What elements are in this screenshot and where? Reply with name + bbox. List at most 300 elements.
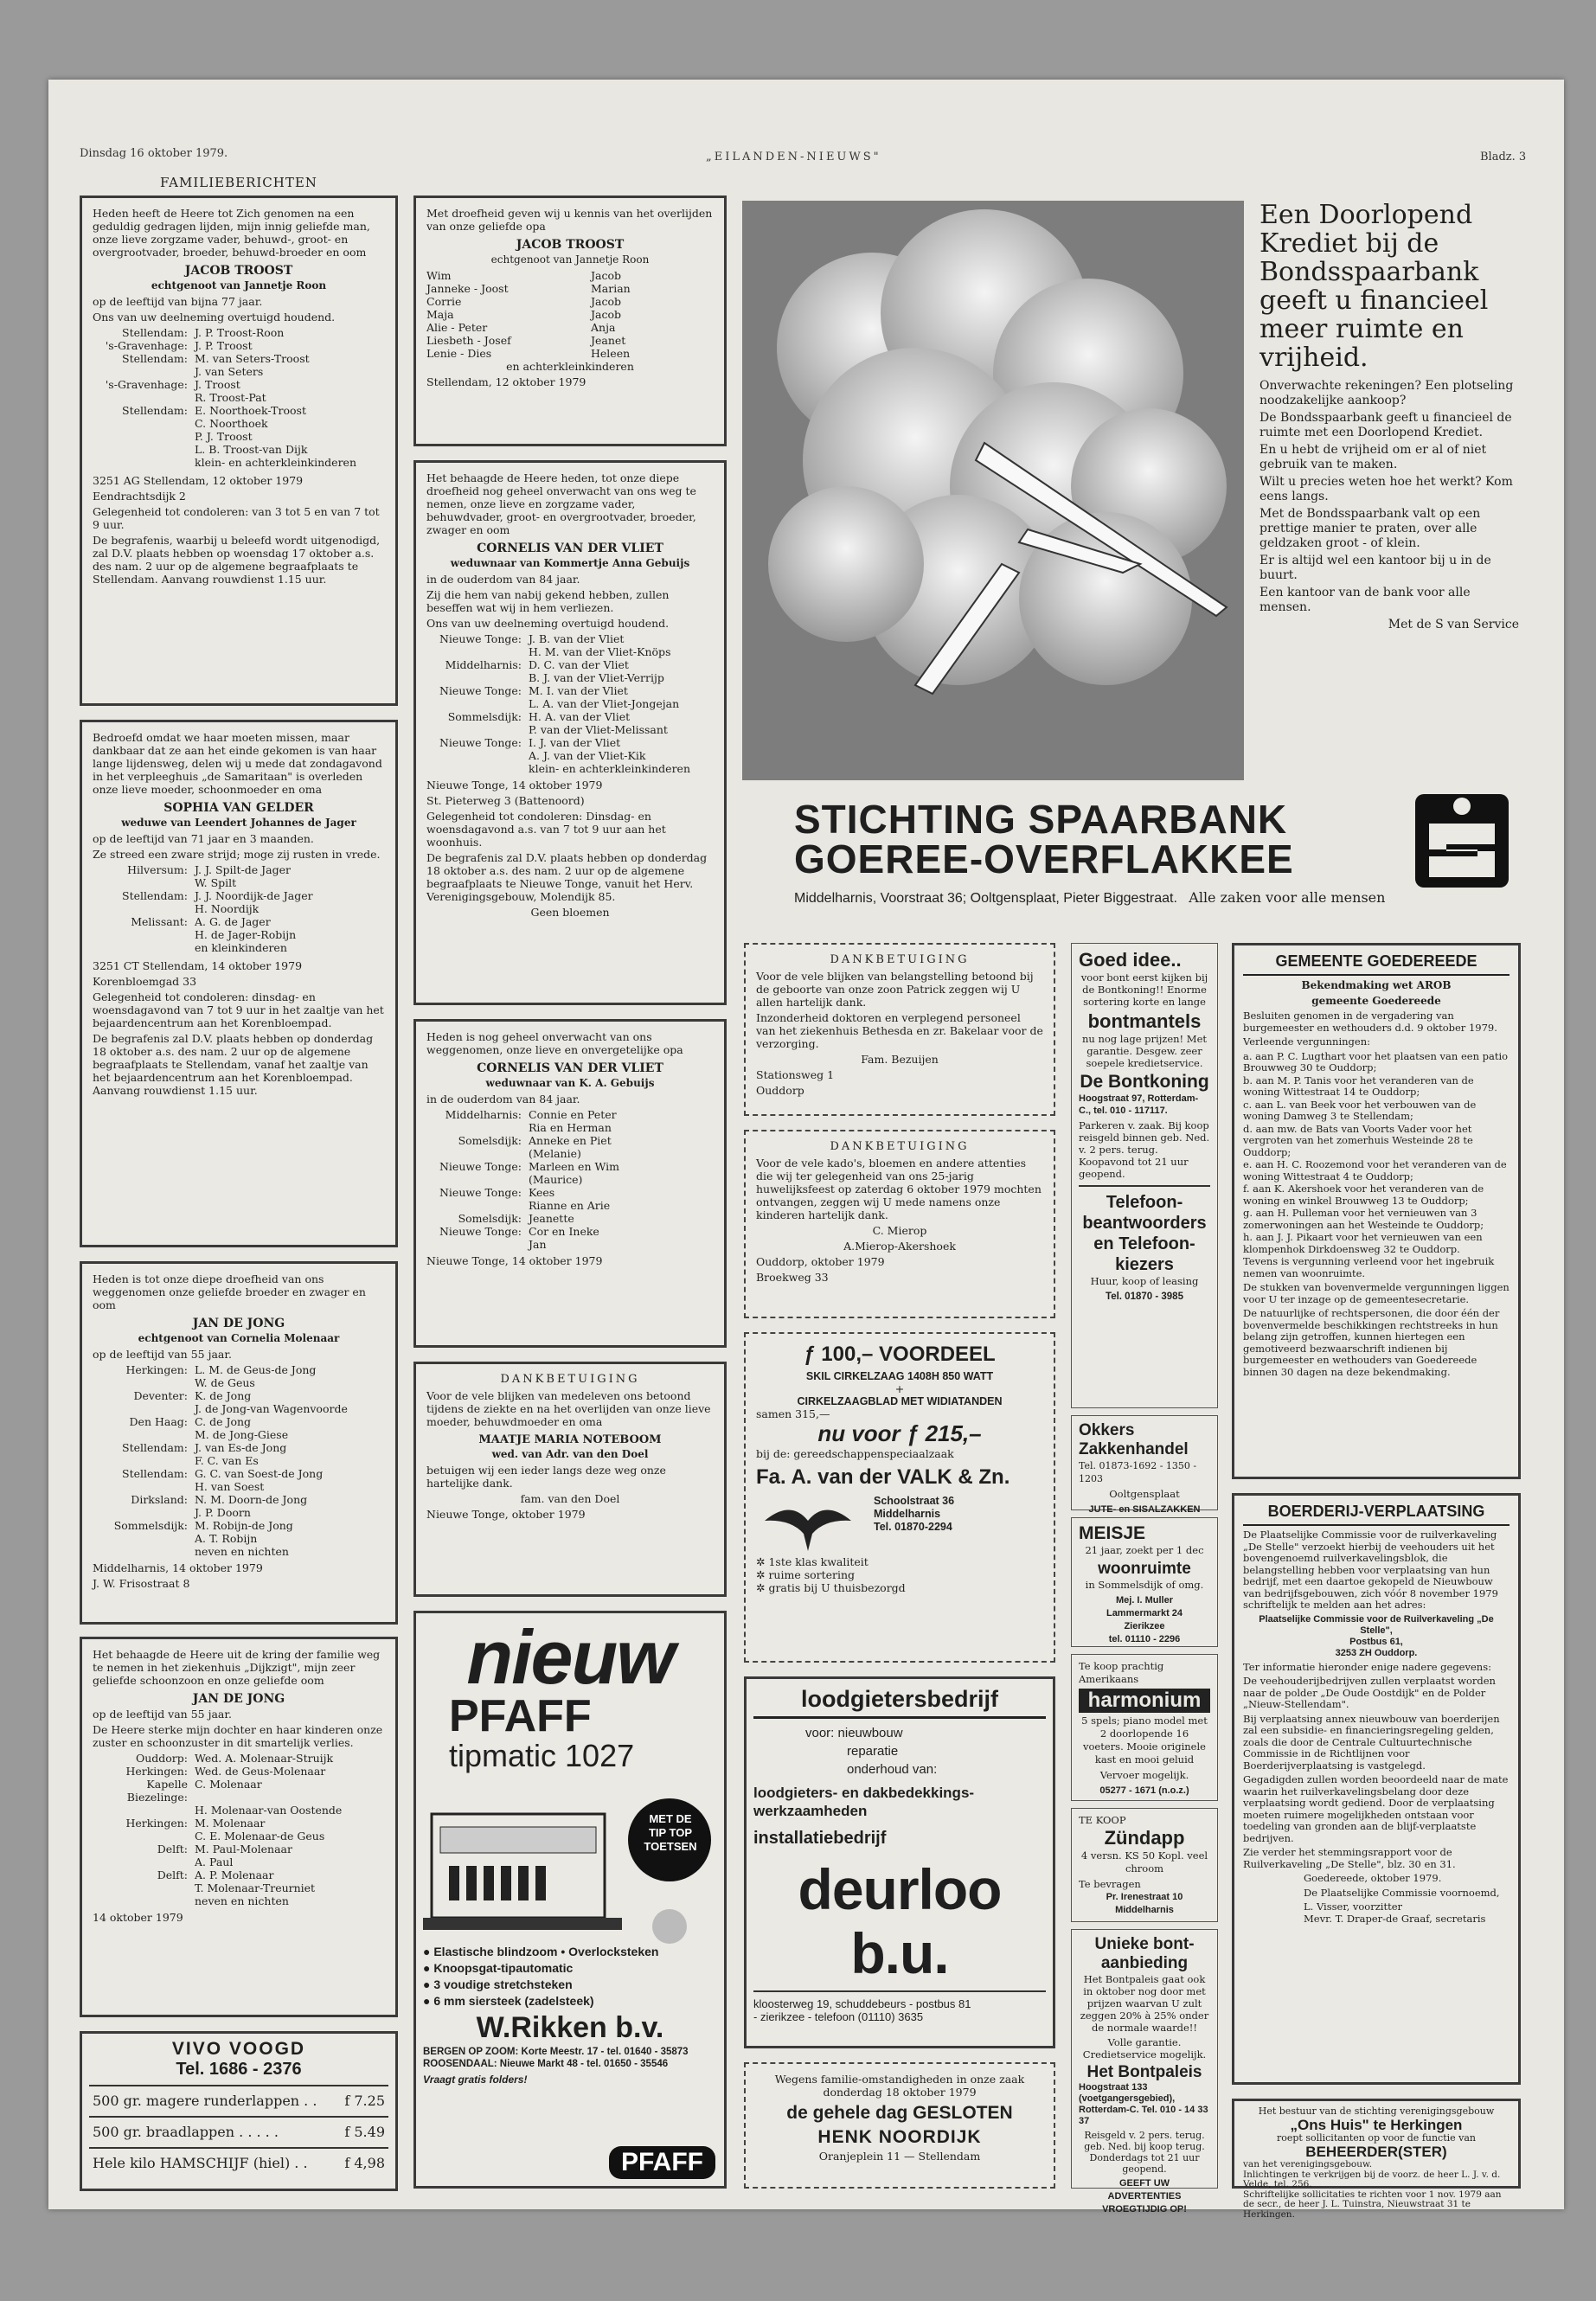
feature-item: ● 3 voudige stretchsteken [423, 1977, 573, 1991]
ad-text-1: Te koop prachtig Amerikaans [1079, 1660, 1164, 1685]
bank-paragraph-5: Er is altijd wel een kantoor bij u in de buurt. [1259, 554, 1491, 582]
relative-row [426, 658, 714, 671]
relative-place: Den Haag: [129, 1415, 188, 1428]
headline-nieuw: nieuw [466, 1614, 674, 1700]
relatives-list [93, 326, 385, 469]
vacancy-title: BEHEERDER(STER) [1305, 2144, 1447, 2160]
store-info: Parkeren v. zaak. Bij koop reisgeld binnen geb. Ned. v. 2 pers. terug. Koopavond tot 21 uur geopend. [1079, 1119, 1210, 1180]
relatives-list [426, 632, 714, 775]
relative-row [93, 1843, 385, 1856]
relative-place [93, 1480, 195, 1493]
thanks-mierop-anniversary [744, 1130, 1055, 1318]
contact-name: Mej. I. Muller [1115, 1595, 1173, 1606]
deurloo-logo: deurloo b.u. [798, 1857, 1002, 1985]
old-price: samen 315,— [756, 1407, 830, 1420]
relative-name: Jeanette [529, 1212, 574, 1225]
relative-name: M. de Jong-Giese [195, 1428, 289, 1441]
relative-name: J. Troost [195, 378, 240, 391]
relative-row [93, 1376, 385, 1389]
grandchild-name: Anja [591, 321, 616, 334]
relative-row [426, 632, 714, 645]
service-line-5: installatiebedrijf [753, 1829, 887, 1848]
body-text: Voor de vele blijken van belangstelling betoond bij de geboorte van onze zoon Patrick zeggen wij U allen hartelijk dank. [756, 970, 1034, 1009]
notice-title: DANKBETUIGING [500, 1373, 640, 1386]
s-logo-icon [1415, 794, 1509, 888]
bank-question: Onverwachte rekeningen? Een plotseling noodzakelijke aankoop? [1259, 379, 1514, 407]
relative-name: C. Noorthoek [195, 417, 268, 430]
item-price: f 5.49 [344, 2124, 385, 2140]
permit-item: c. aan L. van Beek voor het verbouwen van de woning Damweg 3 te Stellendam; [1243, 1098, 1477, 1122]
age-line: op de leeftijd van 55 jaar. [93, 1348, 232, 1361]
ad-text-2: 5 spels; piano model met 2 doorlopende 16 voeters. Mooie originele kast en mooi geluid [1081, 1715, 1208, 1766]
notice-subtitle-2: gemeente Goedereede [1311, 995, 1441, 1007]
relative-place: Melissant: [131, 915, 188, 928]
bank-tagline: Alle zaken voor alle mensen [1189, 889, 1386, 906]
grandchildren-list [426, 269, 714, 360]
ons-huis-vacancy [1232, 2099, 1521, 2220]
product-line-2: CIRKELZAAGBLAD MET WIDIATANDEN [797, 1395, 1003, 1407]
relative-row [93, 915, 385, 928]
meisje-ad [1071, 1517, 1218, 1647]
relative-row [93, 1415, 385, 1428]
relative-name: J. P. Doorn [195, 1506, 251, 1519]
relatives-list [93, 1752, 385, 1907]
relative-row [93, 1519, 385, 1532]
relative-place: Middelharnis: [445, 658, 522, 671]
relative-row [93, 1830, 385, 1843]
relative-name: Rianne en Arie [529, 1199, 611, 1212]
grandchild-row [426, 308, 714, 321]
harmonium-ad [1071, 1654, 1218, 1801]
relative-row [93, 417, 385, 430]
spouse-line: weduwe van Leendert Johannes de Jager [121, 817, 356, 829]
notice-text-2: Verleende vergunningen: [1243, 1035, 1370, 1048]
pfaff-ad [413, 1611, 727, 2189]
relative-row [426, 684, 714, 697]
grandchild-name: Heleen [591, 347, 631, 360]
relative-row [93, 1894, 385, 1907]
date-line: 14 oktober 1979 [93, 1911, 183, 1924]
notice-line-2: ADVERTENTIES [1107, 2191, 1182, 2202]
notice-text-5: De natuurlijke of rechtspersonen, die door één der bovenvermelde beschikkingen rechtstreeks in hun belang zijn getroffen, kunnen hiertegen een gemotiveerd bezwaarschrift indienen bij burgemeester en wethouders van Goedereede binnen 30 dagen na deze bekendmaking. [1243, 1307, 1500, 1378]
relative-name: Wed. A. Molenaar-Struijk [195, 1752, 334, 1765]
relative-place: Herkingen: [125, 1817, 188, 1830]
notice-title: DANKBETUIGING [830, 1140, 970, 1153]
relative-row [93, 1752, 385, 1765]
relative-place: Middelharnis: [445, 1108, 522, 1121]
folder-line: Vraagt gratis folders! [423, 2073, 528, 2086]
relative-place: Sommelsdijk: [113, 1519, 188, 1532]
spouse-line: echtgenoot van Cornelia Molenaar [138, 1332, 340, 1344]
ad-text-3: Vervoer mogelijk. [1099, 1769, 1189, 1781]
notice-text-6: Zie verder het stemmingsrapport voor de Ruilverkaveling „De Stelle", blz. 30 en 31. [1243, 1846, 1456, 1870]
relative-place [93, 443, 195, 456]
brand-name: PFAFF [449, 1691, 592, 1741]
store-name: Het Bontpaleis [1086, 2063, 1202, 2081]
spaarbank-s-logo [1415, 794, 1509, 888]
relative-name: klein- en achterkleinkinderen [529, 762, 690, 775]
relative-row [93, 1363, 385, 1376]
relative-row [93, 1778, 385, 1804]
ad-text-1: Het Bontpaleis gaat ook in oktober nog door met prijzen waarvan U zult zeggen 20% à 25% onder de normale waarde!! [1080, 1973, 1209, 2034]
deurloo-plumbing-ad [744, 1676, 1055, 2048]
relative-place [93, 941, 195, 954]
spouse-line: echtgenoot van Jannetje Roon [151, 279, 327, 292]
relative-row [93, 352, 385, 365]
relative-place: Dirksland: [131, 1493, 188, 1506]
deceased-name: MAATJE MARIA NOTEBOOM [478, 1433, 662, 1446]
relative-place: Nieuwe Tonge: [439, 736, 522, 749]
paper-name: „EILANDEN-NIEUWS" [706, 151, 881, 163]
relative-place [93, 902, 195, 915]
relative-row [93, 1545, 385, 1558]
plus-sign: + [894, 1382, 905, 1395]
bank-paragraph-4: Met de Bondsspaarbank valt op een prettige manier te praten, over alle geldzaken groot - of klein. [1259, 507, 1481, 550]
relatives-list [93, 863, 385, 954]
notice-text-2: Ter informatie hieronder enige nadere gegevens: [1243, 1660, 1491, 1673]
relative-row [93, 1428, 385, 1441]
permit-item: g. aan H. Pulleman voor het vernieuwen van 3 zomerwoningen aan het Westeinde te Ouddorp; [1243, 1207, 1484, 1231]
vacancy-text-1: Het bestuur van de stichting verenigingsgebouw [1258, 2106, 1495, 2117]
relative-row [426, 1199, 714, 1212]
address-line-2: Korenbloemgad 33 [93, 975, 197, 988]
contact-phone: 05277 - 1671 (n.o.z.) [1099, 1785, 1189, 1796]
discount-headline: ƒ 100,– VOORDEEL [804, 1343, 996, 1366]
relative-name: M. Molenaar [195, 1817, 266, 1830]
feature-assortment: ✲ ruime sortering [756, 1568, 856, 1581]
relative-place [426, 1199, 529, 1212]
relative-name: A. Paul [195, 1856, 234, 1868]
newspaper-page [48, 80, 1564, 2220]
relative-name: J. van Seters [195, 365, 264, 378]
relatives-list [426, 1108, 714, 1251]
grandchild-name: Wim [426, 269, 452, 282]
contact-street: Lammermarkt 24 [1106, 1608, 1183, 1618]
bank-text-column [1259, 201, 1519, 635]
ad-text-2: 4 versn. KS 50 Kopl. veel chroom [1080, 1849, 1208, 1875]
notice-title: BOERDERIJ-VERPLAATSING [1243, 1503, 1509, 1526]
item-price: f 4,98 [344, 2155, 385, 2171]
relative-place: Nieuwe Tonge: [439, 632, 522, 645]
spaarbank-ad [742, 201, 1521, 927]
ad-headline: Goed idee.. [1079, 949, 1182, 971]
intro-text: Heden is nog geheel onverwacht van ons weggenomen, onze lieve en onvergetelijke opa [426, 1030, 683, 1056]
relative-row [93, 430, 385, 443]
product-line-1: SKIL CIRKELZAAG 1408H 850 WATT [805, 1370, 994, 1382]
relative-row [93, 326, 385, 339]
relative-place [426, 645, 529, 658]
address-line: Nieuwe Tonge, oktober 1979 [426, 1508, 586, 1521]
relative-name: M. I. van der Vliet [529, 684, 628, 697]
relative-row [93, 1402, 385, 1415]
relative-place: Ouddorp: [135, 1752, 188, 1765]
relative-place: Somelsdijk: [458, 1212, 522, 1225]
secretary-line: Mevr. T. Draper-de Graaf, secretaris [1304, 1912, 1486, 1925]
skil-cirkelzaag-ad [744, 1332, 1055, 1663]
relative-place [93, 430, 195, 443]
relative-place: Sommelsdijk: [447, 710, 522, 723]
relative-name: E. Noorthoek-Troost [195, 404, 306, 417]
relative-place [426, 697, 529, 710]
relative-row [93, 1532, 385, 1545]
relative-row [93, 1804, 385, 1817]
service-line-1: voor: nieuwbouw [805, 1726, 903, 1740]
closed-notice-noordijk [744, 2062, 1055, 2189]
relative-place [93, 365, 195, 378]
relative-name: (Maurice) [529, 1173, 583, 1186]
address-line-2: Ouddorp [756, 1084, 804, 1097]
shop-owner-name: HENK NOORDIJK [817, 2127, 982, 2147]
relative-row [426, 1186, 714, 1199]
store-address: Hoogstraat 97, Rotterdam-C., tel. 010 - 117117. [1079, 1093, 1199, 1116]
bank-paragraph-3: Wilt u precies weten hoe het werkt? Kom eens langs. [1259, 475, 1513, 503]
relative-name: C. Molenaar [195, 1778, 262, 1791]
relative-row [426, 671, 714, 684]
shop-phone: Tel. 01873-1692 - 1350 - 1203 [1079, 1460, 1197, 1484]
relative-name: neven en nichten [195, 1545, 289, 1558]
age-line: op de leeftijd van bijna 77 jaar. [93, 295, 263, 308]
item-name: 500 gr. magere runderlappen . . [93, 2093, 317, 2109]
relative-place [93, 1402, 195, 1415]
dealer-name: W.Rikken b.v. [476, 2011, 664, 2044]
contact-town: Middelharnis [1115, 1905, 1174, 1915]
relative-name: H. de Jager-Robijn [195, 928, 297, 941]
relative-row [93, 1493, 385, 1506]
vacancy-text-2: roept sollicitanten op voor de functie van [1276, 2132, 1477, 2144]
relative-row [93, 876, 385, 889]
bank-body [1259, 379, 1519, 632]
footer-line: en achterkleinkinderen [506, 360, 634, 373]
grandchild-row [426, 269, 714, 282]
price-row [89, 2116, 388, 2147]
feature-item: ● Knoopsgat-tipautomatic [423, 1961, 574, 1975]
bank-name-line-1: STICHTING SPAARBANK [794, 797, 1288, 842]
address-line: Nieuwe Tonge, 14 oktober 1979 [426, 1254, 603, 1267]
relative-name: H. van Soest [195, 1480, 265, 1493]
relative-row [93, 1441, 385, 1454]
permit-item: f. aan K. Akershoek voor het veranderen van de woning en winkel Brouwweg 13 te Ouddorp; [1243, 1183, 1484, 1207]
relative-row [93, 1765, 385, 1778]
age-line: in de ouderdom van 84 jaar. [426, 573, 580, 586]
vacancy-text-4: Inlichtingen te verkrijgen bij de voorz. de heer L. J. v. d. Velde, tel. 256. [1243, 2169, 1501, 2189]
condolence-text: Gelegenheid tot condoleren: dinsdag- en woensdagavond van 7 tot 9 uur in het zaaltje van het bejaardencentrum aan het Korenbloempad. [93, 990, 384, 1029]
relative-row [93, 1868, 385, 1881]
body-text-2: Inzonderheid doktoren en verplegend personeel van het ziekenhuis Bethesda en zr. Bakelaar voor de verzorging. [756, 1011, 1043, 1050]
permit-item: b. aan M. P. Tanis voor het veranderen van de woning Wittestraat 14 te Ouddorp; [1243, 1074, 1474, 1098]
relative-row [426, 1160, 714, 1173]
address-line-3: 3253 ZH Ouddorp. [1335, 1647, 1418, 1658]
relative-place: Hilversum: [127, 863, 188, 876]
body-text: De Heere sterke mijn dochter en haar kinderen onze zuster en schoonzuster in dit smartelijk verlies. [93, 1723, 383, 1749]
bank-paragraph-6: Een kantoor van de bank voor alle mensen. [1259, 586, 1471, 614]
grandchild-name: Corrie [426, 295, 462, 308]
bank-paragraph-7: Met de S van Service [1388, 618, 1519, 631]
ad-product: bontmantels [1087, 1010, 1202, 1032]
relative-name: M. van Seters-Troost [195, 352, 310, 365]
relative-place [426, 671, 529, 684]
relative-name: neven en nichten [195, 1894, 289, 1907]
relative-row [426, 762, 714, 775]
ad-headline: Unieke bont-aanbieding [1094, 1935, 1195, 1972]
relative-name: Cor en Ineke [529, 1225, 599, 1238]
relative-name: Connie en Peter [529, 1108, 617, 1121]
relative-place: Stellendam: [122, 326, 188, 339]
thanks-patrick-birth [744, 943, 1055, 1116]
pfaff-logo: PFAFF [609, 2146, 715, 2179]
grandchild-row [426, 295, 714, 308]
relative-name: C. de Jong [195, 1415, 252, 1428]
relative-row [93, 365, 385, 378]
relative-row [426, 1212, 714, 1225]
age-line: op de leeftijd van 55 jaar. [93, 1708, 232, 1721]
okkers-ad [1071, 1415, 1218, 1515]
relative-name: F. C. van Es [195, 1454, 259, 1467]
service-line-3: onderhoud van: [847, 1762, 938, 1777]
relative-row [93, 902, 385, 915]
dealer-address-1: BERGEN OP ZOOM: Korte Meestr. 17 - tel. 01640 - 35873 [423, 2047, 689, 2057]
permit-item: a. aan P. C. Lugthart voor het plaatsen van een patio Brouwweg 30 te Ouddorp; [1243, 1049, 1509, 1074]
notice-date: Goedereede, oktober 1979. [1304, 1872, 1442, 1884]
relative-name: klein- en achterkleinkinderen [195, 456, 356, 469]
relative-place: Herkingen: [125, 1363, 188, 1376]
store-town: Middelharnis [874, 1508, 941, 1520]
ad-text-2: nu nog lage prijzen! Met garantie. Desgew. zeer soepele kredietservice. [1081, 1033, 1208, 1069]
relative-name: (Melanie) [529, 1147, 581, 1160]
relative-row [93, 928, 385, 941]
relative-place: 's-Gravenhage: [105, 339, 188, 352]
relative-name: A. G. de Jager [195, 915, 271, 928]
bank-footer [794, 889, 1385, 907]
relative-place [93, 1881, 195, 1894]
business-type: loodgietersbedrijf [753, 1686, 1046, 1719]
badge-line-1: MET DE [649, 1812, 692, 1825]
relative-name: J. P. Troost-Roon [195, 326, 285, 339]
bank-name-line-2: GOEREE-OVERFLAKKEE [794, 836, 1294, 881]
address-line: 3251 AG Stellendam, 12 oktober 1979 [93, 474, 304, 487]
relative-name: G. C. van Soest-de Jong [195, 1467, 324, 1480]
relative-place [93, 417, 195, 430]
relative-name: M. Robijn-de Jong [195, 1519, 293, 1532]
service-line-4: loodgieters- en dakbedekkings-werkzaamheden [753, 1785, 975, 1819]
permit-item: d. aan mw. de Bats van Voorts Vader voor het vergroten van het zomerhuis Westeinde 28 te Ouddorp; [1243, 1122, 1473, 1158]
relative-name: L. M. de Geus-de Jong [195, 1363, 317, 1376]
relative-row [426, 1108, 714, 1121]
section-title: FAMILIEBERICHTEN [160, 175, 317, 190]
relative-place: Herkingen: [125, 1765, 188, 1778]
dealer-address-2: ROOSENDAAL: Nieuwe Markt 48 - tel. 01650 - 35546 [423, 2059, 669, 2069]
boerderij-verplaatsing-notice [1232, 1493, 1521, 2085]
relative-place [426, 723, 529, 736]
gemeente-goedereede-notice [1232, 943, 1521, 1479]
grandchild-row [426, 334, 714, 347]
closed-headline: de gehele dag GESLOTEN [786, 2103, 1013, 2123]
signature-line: Fam. Bezuijen [861, 1053, 939, 1066]
relative-row [93, 863, 385, 876]
zundapp-ad [1071, 1808, 1218, 1922]
notice-text-3: De veehouderijbedrijven zullen verplaatst worden naar de polder „De Oude Oostdijk" en de Polder „Nieuw-Stellendam". [1243, 1675, 1496, 1710]
relative-name: Anneke en Piet [529, 1134, 612, 1147]
phone-service-text: Huur, koop of leasing [1090, 1275, 1199, 1287]
relative-name: Kees [529, 1186, 555, 1199]
grandchild-name: Liesbeth - Josef [426, 334, 511, 347]
store-info: Reisgeld v. 2 pers. terug. geb. Ned. bij koop terug. Donderdags tot 21 uur geopend. [1084, 2130, 1205, 2175]
address-line-1: Plaatselijke Commissie voor de Ruilverkaveling „De Stelle", [1259, 1613, 1494, 1636]
address-line: Stationsweg 1 [756, 1068, 835, 1081]
tip-top-badge [631, 1812, 710, 1854]
intro-text: Heden heeft de Heere tot Zich genomen na een geduldig gedragen lijden, mijn innig geliefde man, onze lieve zorgzame vader, behuwd-, groot- en overgrootvader, broeder, behuwd-broeder en oom [93, 207, 370, 259]
notice-text-4: De stukken van bovenvermelde vergunningen liggen voor U ter inzage op de gemeentesecretarie. [1243, 1281, 1509, 1305]
notice-title: DANKBETUIGING [830, 953, 970, 966]
permit-item: e. aan H. C. Roozemond voor het veranderen van de woning Wittestraat 4 te Ouddorp; [1243, 1158, 1507, 1183]
badge-line-2: TIP TOP [648, 1826, 693, 1839]
obituary-jan-de-jong-1 [80, 1261, 398, 1625]
address-line: Oranjeplein 11 — Stellendam [818, 2150, 981, 2163]
relative-name: J. van Es-de Jong [195, 1441, 287, 1454]
relative-name: J. J. Spilt-de Jager [195, 863, 291, 876]
grandchild-name: Alie - Peter [426, 321, 488, 334]
relative-row [426, 1121, 714, 1134]
ad-product: Zündapp [1104, 1827, 1185, 1849]
bank-paragraph-1: De Bondsspaarbank geeft u financieel de ruimte met een Doorlopend Krediet. [1259, 411, 1512, 439]
address-line-2: St. Pieterweg 3 (Battenoord) [426, 794, 585, 807]
obituary-opa-cornelis [413, 1019, 727, 1348]
grandchild-name: Maja [426, 308, 454, 321]
relative-place [93, 1545, 195, 1558]
relative-row [426, 723, 714, 736]
relative-place [426, 1121, 529, 1134]
relative-row [426, 1225, 714, 1238]
ad-text-2: in Sommelsdijk of omg. [1085, 1579, 1204, 1591]
grandchild-row [426, 321, 714, 334]
spouse-line: echtgenoot van Jannetje Roon [490, 253, 650, 266]
relative-place [426, 1147, 529, 1160]
relatives-list [93, 1363, 385, 1558]
page-number: Bladz. 3 [1480, 151, 1527, 163]
relative-name: W. de Geus [195, 1376, 255, 1389]
relative-place: Nieuwe Tonge: [439, 1186, 522, 1199]
sewing-machine-illustration [423, 1779, 717, 1944]
relative-row [93, 1454, 385, 1467]
relative-row [93, 443, 385, 456]
ad-text-2: Volle garantie. Credietservice mogelijk. [1082, 2036, 1207, 2061]
relative-place: Stellendam: [122, 1441, 188, 1454]
contact-street: Pr. Irenestraat 10 [1106, 1892, 1183, 1902]
relative-row [93, 1467, 385, 1480]
relative-name: W. Spilt [195, 876, 237, 889]
relative-row [93, 1856, 385, 1868]
intro-text: Bedroefd omdat we haar moeten missen, maar dankbaar dat ze aan het einde gekomen is van haar lange lijdensweg, delen wij u mede dat zondagavond in het verpleeghuis „de Samaritaan" is overleden onze lieve moeder, schoonmoeder en oma [93, 731, 382, 796]
quote-line: Zij die hem van nabij gekend hebben, zullen beseffen wat wij in hem verliezen. [426, 588, 670, 614]
quote-line: Ze streed een zware strijd; moge zij rusten in vrede. [93, 848, 381, 861]
address-line: Ouddorp, oktober 1979 [756, 1255, 885, 1268]
price-row [89, 2085, 388, 2116]
relative-name: T. Molenaar-Treurniet [195, 1881, 316, 1894]
ad-text-1: voor bont eerst kijken bij de Bontkoning!! Enorme sortering korte en lange [1080, 971, 1208, 1008]
relative-row [93, 456, 385, 469]
relative-place [93, 1856, 195, 1868]
relative-place [93, 1376, 195, 1389]
vacancy-text-5: Schriftelijke sollicitaties te richten voor 1 nov. 1979 aan de secr., de heer J. L. Tuinstra, Nieuwstraat 31 te Herkingen. [1243, 2189, 1502, 2220]
relative-place: Stellendam: [122, 889, 188, 902]
price-list [89, 2085, 388, 2178]
grandchild-name: Marian [591, 282, 631, 295]
notice-signatory: De Plaatselijke Commissie voornoemd, [1304, 1886, 1500, 1899]
notice-text-1: Besluiten genomen in de vergadering van burgemeester en wethouders d.d. 9 oktober 1979. [1243, 1009, 1497, 1034]
store-address: Schoolstraat 36 [874, 1495, 955, 1507]
feature-item: ● 6 mm siersteek (zadelsteek) [423, 1994, 594, 2008]
notice-text-3: Tevens is vergunning verleend voor het ingebruik nemen van woonruimte. [1243, 1255, 1495, 1279]
new-price: nu voor ƒ 215,– [817, 1420, 982, 1446]
